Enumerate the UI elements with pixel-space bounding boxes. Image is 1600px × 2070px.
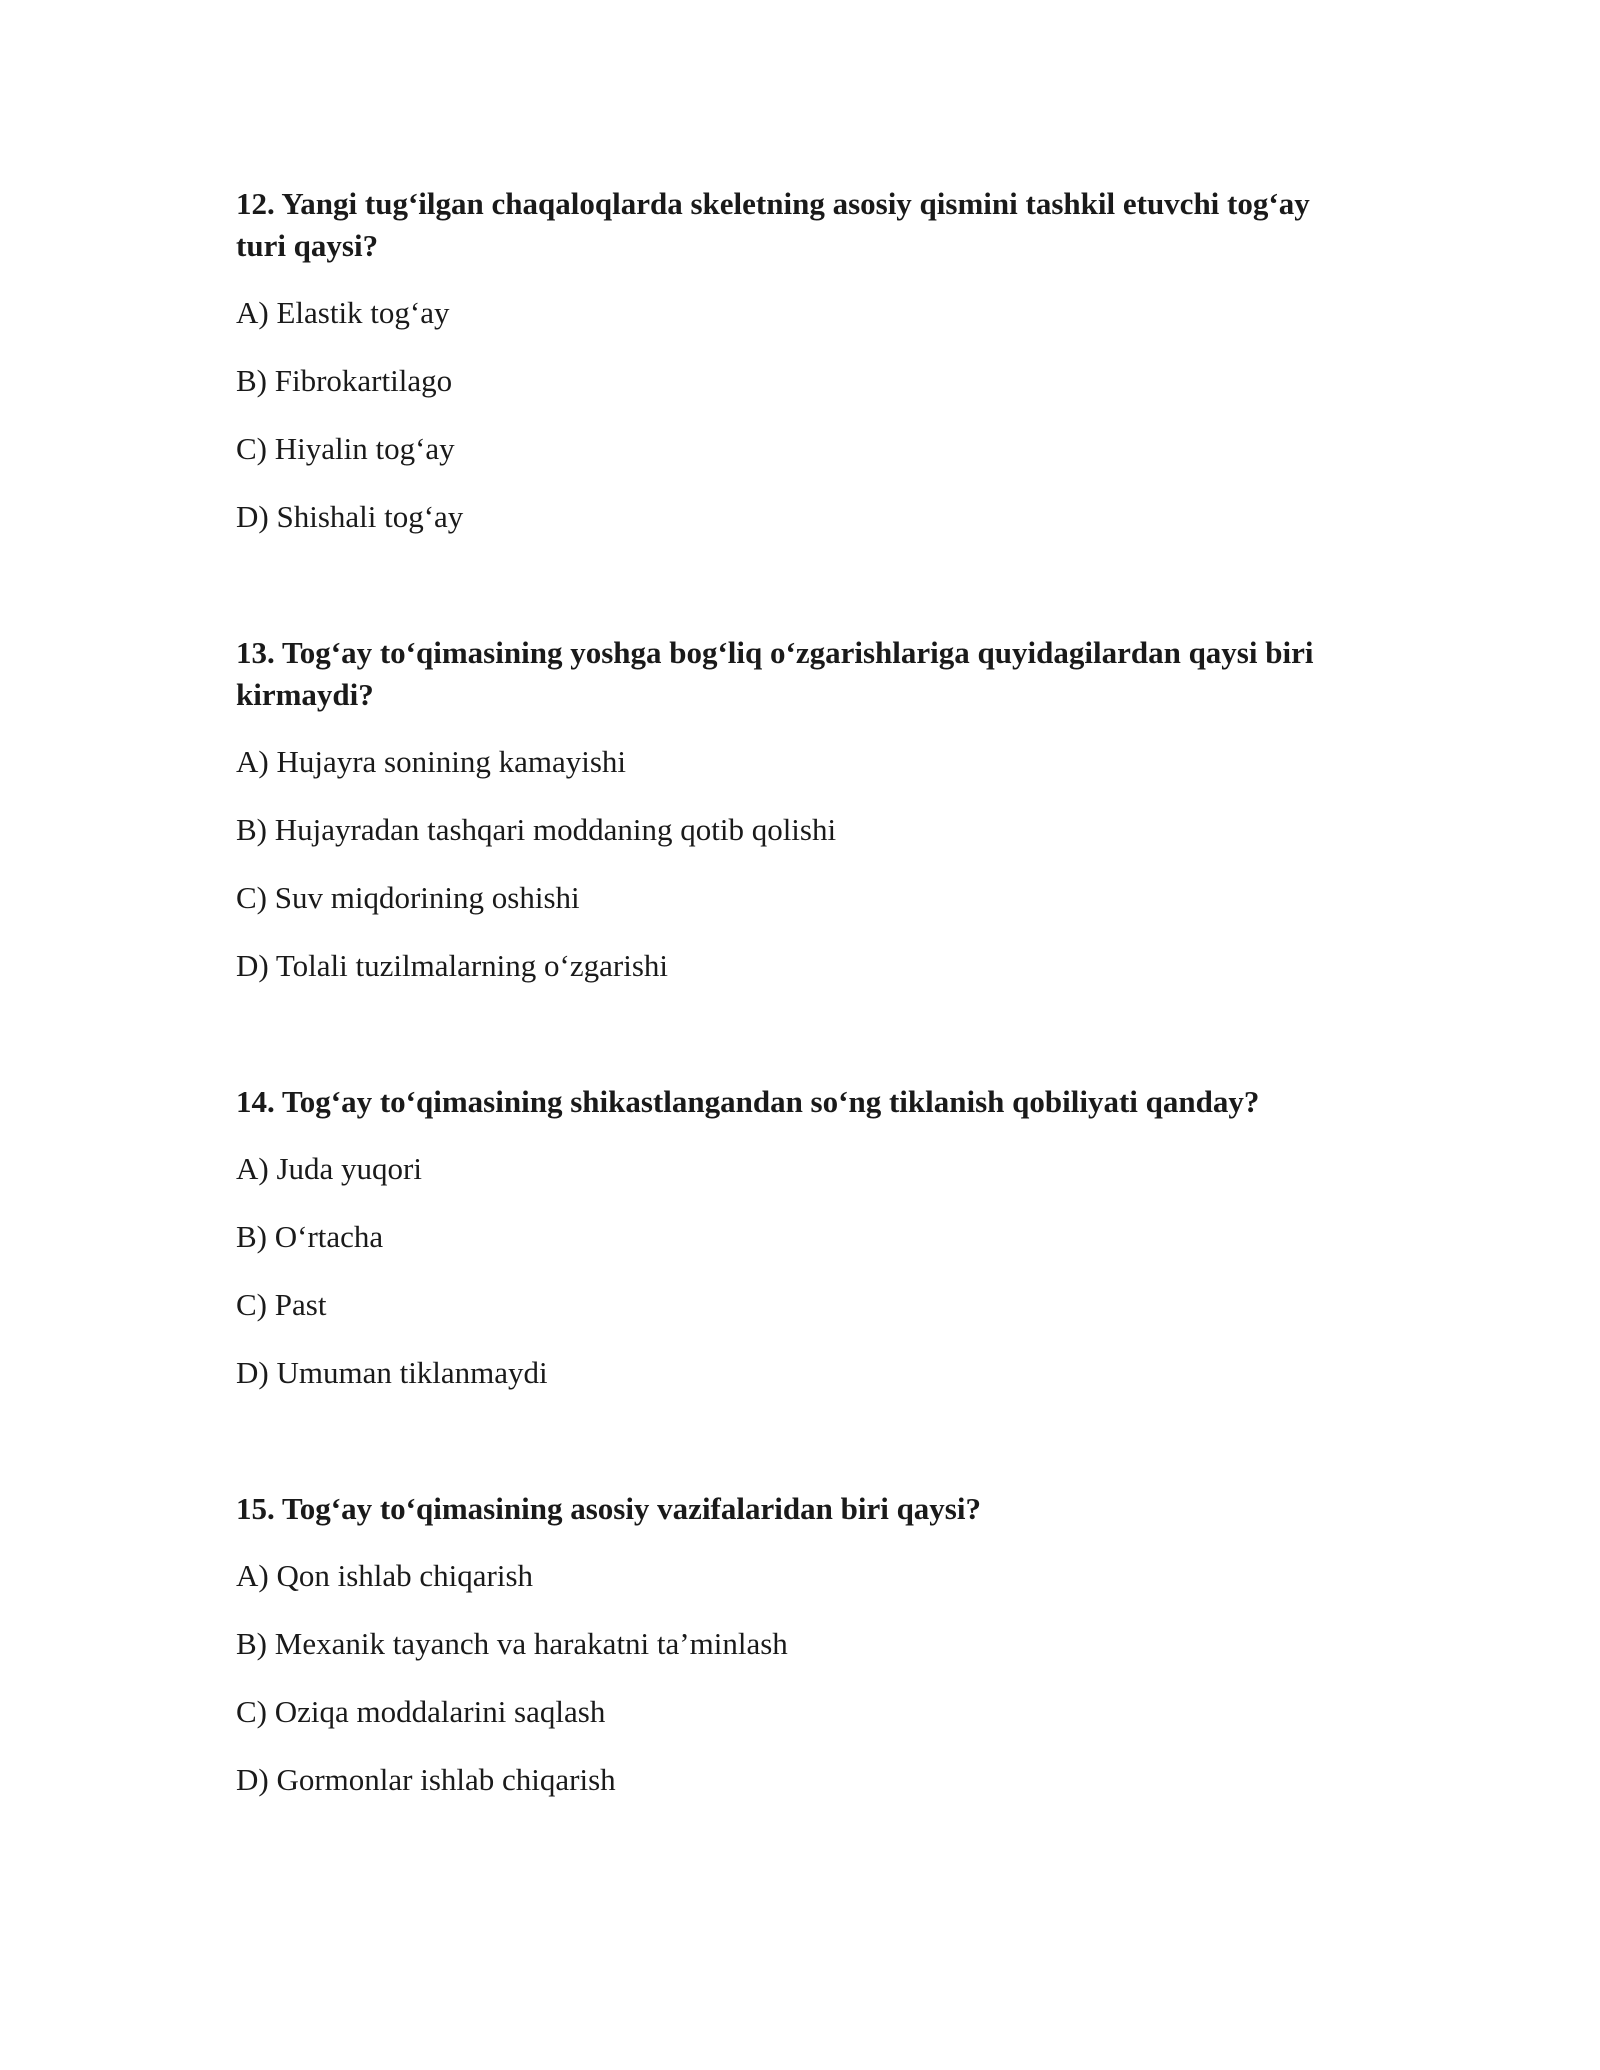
option-d: D) Umuman tiklanmaydi bbox=[236, 1355, 548, 1390]
answer-options bbox=[236, 292, 1366, 538]
answer-options bbox=[236, 741, 1366, 987]
option-a: A) Hujayra sonining kamayishi bbox=[236, 744, 627, 779]
option-c: C) Oziqa moddalarini saqlash bbox=[236, 1694, 606, 1729]
question-text: 15. Tog‘ay to‘qimasining asosiy vazifalaridan biri qaysi? bbox=[236, 1491, 981, 1526]
option-a: A) Elastik tog‘ay bbox=[236, 295, 450, 330]
option-d: D) Gormonlar ishlab chiqarish bbox=[236, 1762, 616, 1797]
answer-options bbox=[236, 1148, 1366, 1394]
question-block-14 bbox=[236, 1081, 1366, 1394]
option-b: B) O‘rtacha bbox=[236, 1219, 384, 1254]
answer-options bbox=[236, 1555, 1366, 1801]
question-text: 12. Yangi tug‘ilgan chaqaloqlarda skeletning asosiy qismini tashkil etuvchi tog‘ay turi qaysi? bbox=[236, 186, 1310, 263]
option-d: D) Shishali tog‘ay bbox=[236, 499, 464, 534]
question-text: 14. Tog‘ay to‘qimasining shikastlangandan so‘ng tiklanish qobiliyati qanday? bbox=[236, 1084, 1260, 1119]
option-a: A) Qon ishlab chiqarish bbox=[236, 1558, 534, 1593]
option-d: D) Tolali tuzilmalarning o‘zgarishi bbox=[236, 948, 669, 983]
question-block-12 bbox=[236, 183, 1366, 538]
option-c: C) Past bbox=[236, 1287, 327, 1322]
option-c: C) Suv miqdorining oshishi bbox=[236, 880, 580, 915]
quiz-content bbox=[236, 183, 1366, 1801]
option-b: B) Mexanik tayanch va harakatni ta’minlash bbox=[236, 1626, 788, 1661]
option-a: A) Juda yuqori bbox=[236, 1151, 422, 1186]
question-block-15 bbox=[236, 1488, 1366, 1801]
question-block-13 bbox=[236, 632, 1366, 987]
question-text: 13. Tog‘ay to‘qimasining yoshga bog‘liq o‘zgarishlariga quyidagilardan qaysi biri kirmaydi? bbox=[236, 635, 1314, 712]
option-b: B) Fibrokartilago bbox=[236, 363, 453, 398]
option-b: B) Hujayradan tashqari moddaning qotib qolishi bbox=[236, 812, 837, 847]
option-c: C) Hiyalin tog‘ay bbox=[236, 431, 455, 466]
